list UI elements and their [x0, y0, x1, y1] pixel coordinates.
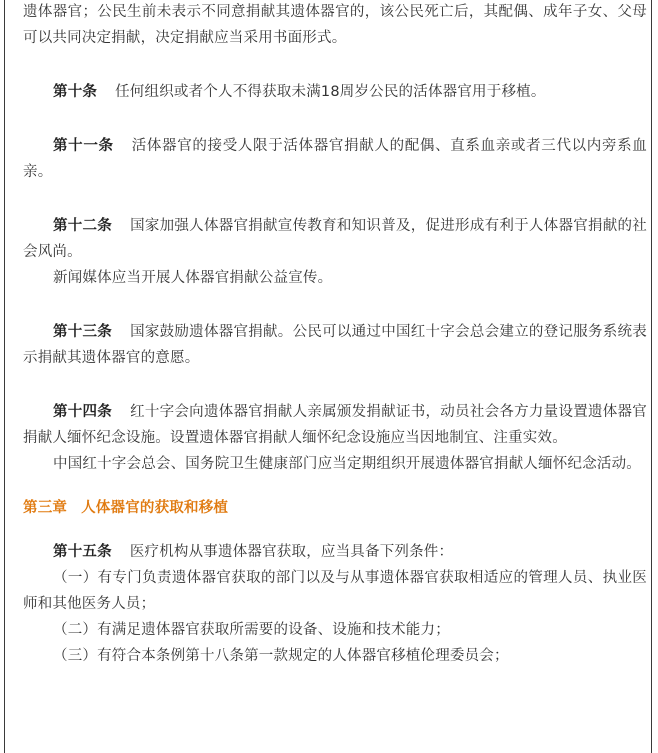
article-15 [23, 539, 647, 565]
article-15-item-3: （三）有符合本条例第十八条第一款规定的人体器官移植伦理委员会； [53, 648, 509, 664]
article-text: 医疗机构从事遗体器官获取，应当具备下列条件： [129, 544, 454, 560]
article-text: 活体器官的接受人限于活体器官捐献人的配偶、直系血亲或者三代以内旁系血亲。 [23, 138, 647, 180]
article-12 [23, 213, 647, 265]
article-number: 第十条 [53, 84, 98, 100]
article-number: 第十四条 [53, 404, 113, 420]
article-text: 国家鼓励遗体器官捐献。公民可以通过中国红十字会总会建立的登记服务系统表示捐献其遗体器官的意愿。 [23, 324, 647, 366]
article-11 [23, 133, 647, 185]
article-number: 第十二条 [53, 218, 113, 234]
chapter-number: 第三章 [23, 500, 68, 516]
article-14-paragraph-2: 中国红十字会总会、国务院卫生健康部门应当定期组织开展遗体器官捐献人缅怀纪念活动。 [53, 456, 641, 472]
article-number: 第十一条 [53, 138, 114, 154]
article-15-item-1: （一）有专门负责遗体器官获取的部门以及与从事遗体器官获取相适应的管理人员、执业医师和其他医务人员； [23, 570, 647, 612]
article-number: 第十五条 [53, 544, 112, 560]
article-number: 第十三条 [53, 324, 113, 340]
chapter-title: 人体器官的获取和移植 [81, 500, 229, 516]
article-12-paragraph-2: 新闻媒体应当开展人体器官捐献公益宣传。 [53, 270, 333, 286]
article-15-item-2: （二）有满足遗体器官获取所需要的设备、设施和技术能力； [53, 622, 450, 638]
chapter-heading [23, 495, 647, 521]
article-13 [23, 319, 647, 371]
article-14 [23, 399, 647, 451]
document-content [23, 0, 647, 669]
intro-paragraph: 遗体器官；公民生前未表示不同意捐献其遗体器官的，该公民死亡后，其配偶、成年子女、父母可以共同决定捐献，决定捐献应当采用书面形式。 [23, 4, 647, 46]
article-text: 国家加强人体器官捐献宣传教育和知识普及，促进形成有利于人体器官捐献的社会风尚。 [23, 218, 647, 260]
document-frame [4, 0, 652, 753]
article-text: 任何组织或者个人不得获取未满18周岁公民的活体器官用于移植。 [115, 84, 546, 100]
article-10 [23, 79, 647, 105]
article-text: 红十字会向遗体器官捐献人亲属颁发捐献证书，动员社会各方力量设置遗体器官捐献人缅怀纪念设施。设置遗体器官捐献人缅怀纪念设施应当因地制宜、注重实效。 [23, 404, 647, 446]
